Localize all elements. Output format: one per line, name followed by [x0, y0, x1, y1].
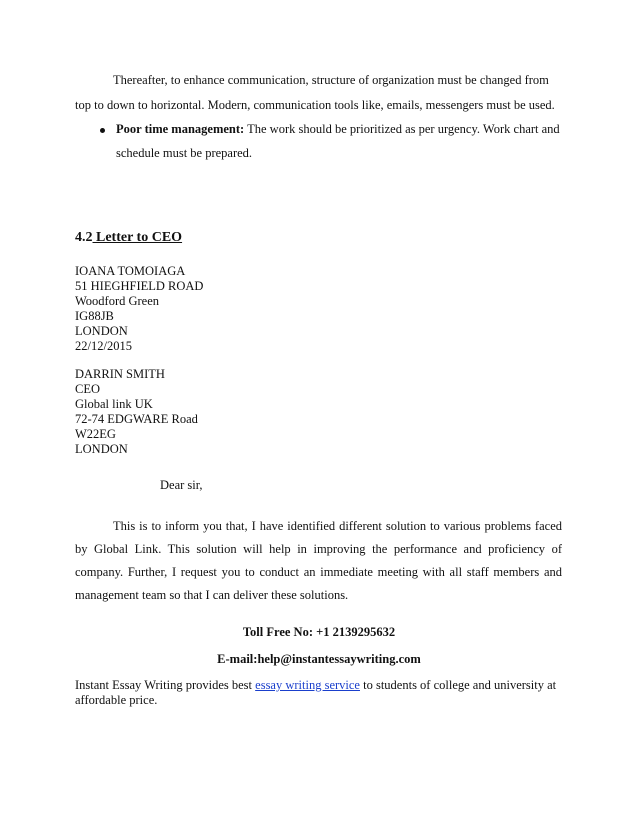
section-title: Letter to CEO: [92, 230, 183, 245]
recipient-address: [75, 367, 198, 457]
intro-line-2: top to down to horizontal. Modern, communication tools like, emails, messengers must be used.: [75, 98, 555, 112]
recipient-line: CEO: [75, 382, 100, 396]
bullet-dot-icon: [100, 128, 105, 133]
sender-line: IOANA TOMOIAGA: [75, 264, 186, 278]
body-line-4: management team so that I can deliver these solutions.: [75, 588, 349, 602]
recipient-line: 72-74 EDGWARE Road: [75, 412, 198, 426]
bullet-label: Poor time management:: [116, 122, 245, 136]
section-heading: [75, 230, 182, 246]
essay-writing-service-link[interactable]: essay writing service: [255, 678, 360, 692]
promo-text-before: Instant Essay Writing provides best: [75, 678, 256, 692]
sender-line: IG88JB: [75, 309, 114, 323]
toll-free-number: Toll Free No: +1 2139295632: [242, 625, 396, 639]
section-number: 4.2: [75, 230, 93, 245]
sender-line: LONDON: [75, 324, 128, 338]
recipient-line: W22EG: [75, 427, 116, 441]
promo-line-2: affordable price.: [75, 693, 158, 707]
sender-date: 22/12/2015: [75, 339, 132, 353]
salutation: Dear sir,: [160, 478, 203, 492]
sender-address: [75, 264, 203, 354]
recipient-line: LONDON: [75, 442, 128, 456]
bullet-text-line-1: The work should be prioritized as per urgency. Work chart and: [244, 122, 560, 136]
body-line-2: by Global Link. This solution will help in improving the performance and proficiency of: [75, 542, 562, 556]
contact-email: E-mail:help@instantessaywriting.com: [217, 652, 421, 666]
promo-text-after: to students of college and university at: [359, 678, 557, 692]
promo-line-1: [75, 678, 556, 693]
sender-line: Woodford Green: [75, 294, 160, 308]
bullet-text-line-2: schedule must be prepared.: [116, 146, 253, 160]
body-line-3: company. Further, I request you to conduct an immediate meeting with all staff members and: [75, 565, 562, 579]
recipient-line: Global link UK: [75, 397, 153, 411]
sender-line: 51 HIEGHFIELD ROAD: [75, 279, 204, 293]
recipient-line: DARRIN SMITH: [75, 367, 165, 381]
body-line-1: This is to inform you that, I have identified different solution to various problems faced: [113, 519, 562, 533]
bullet-item: [116, 121, 560, 137]
intro-line-1: Thereafter, to enhance communication, structure of organization must be changed from: [113, 73, 549, 87]
